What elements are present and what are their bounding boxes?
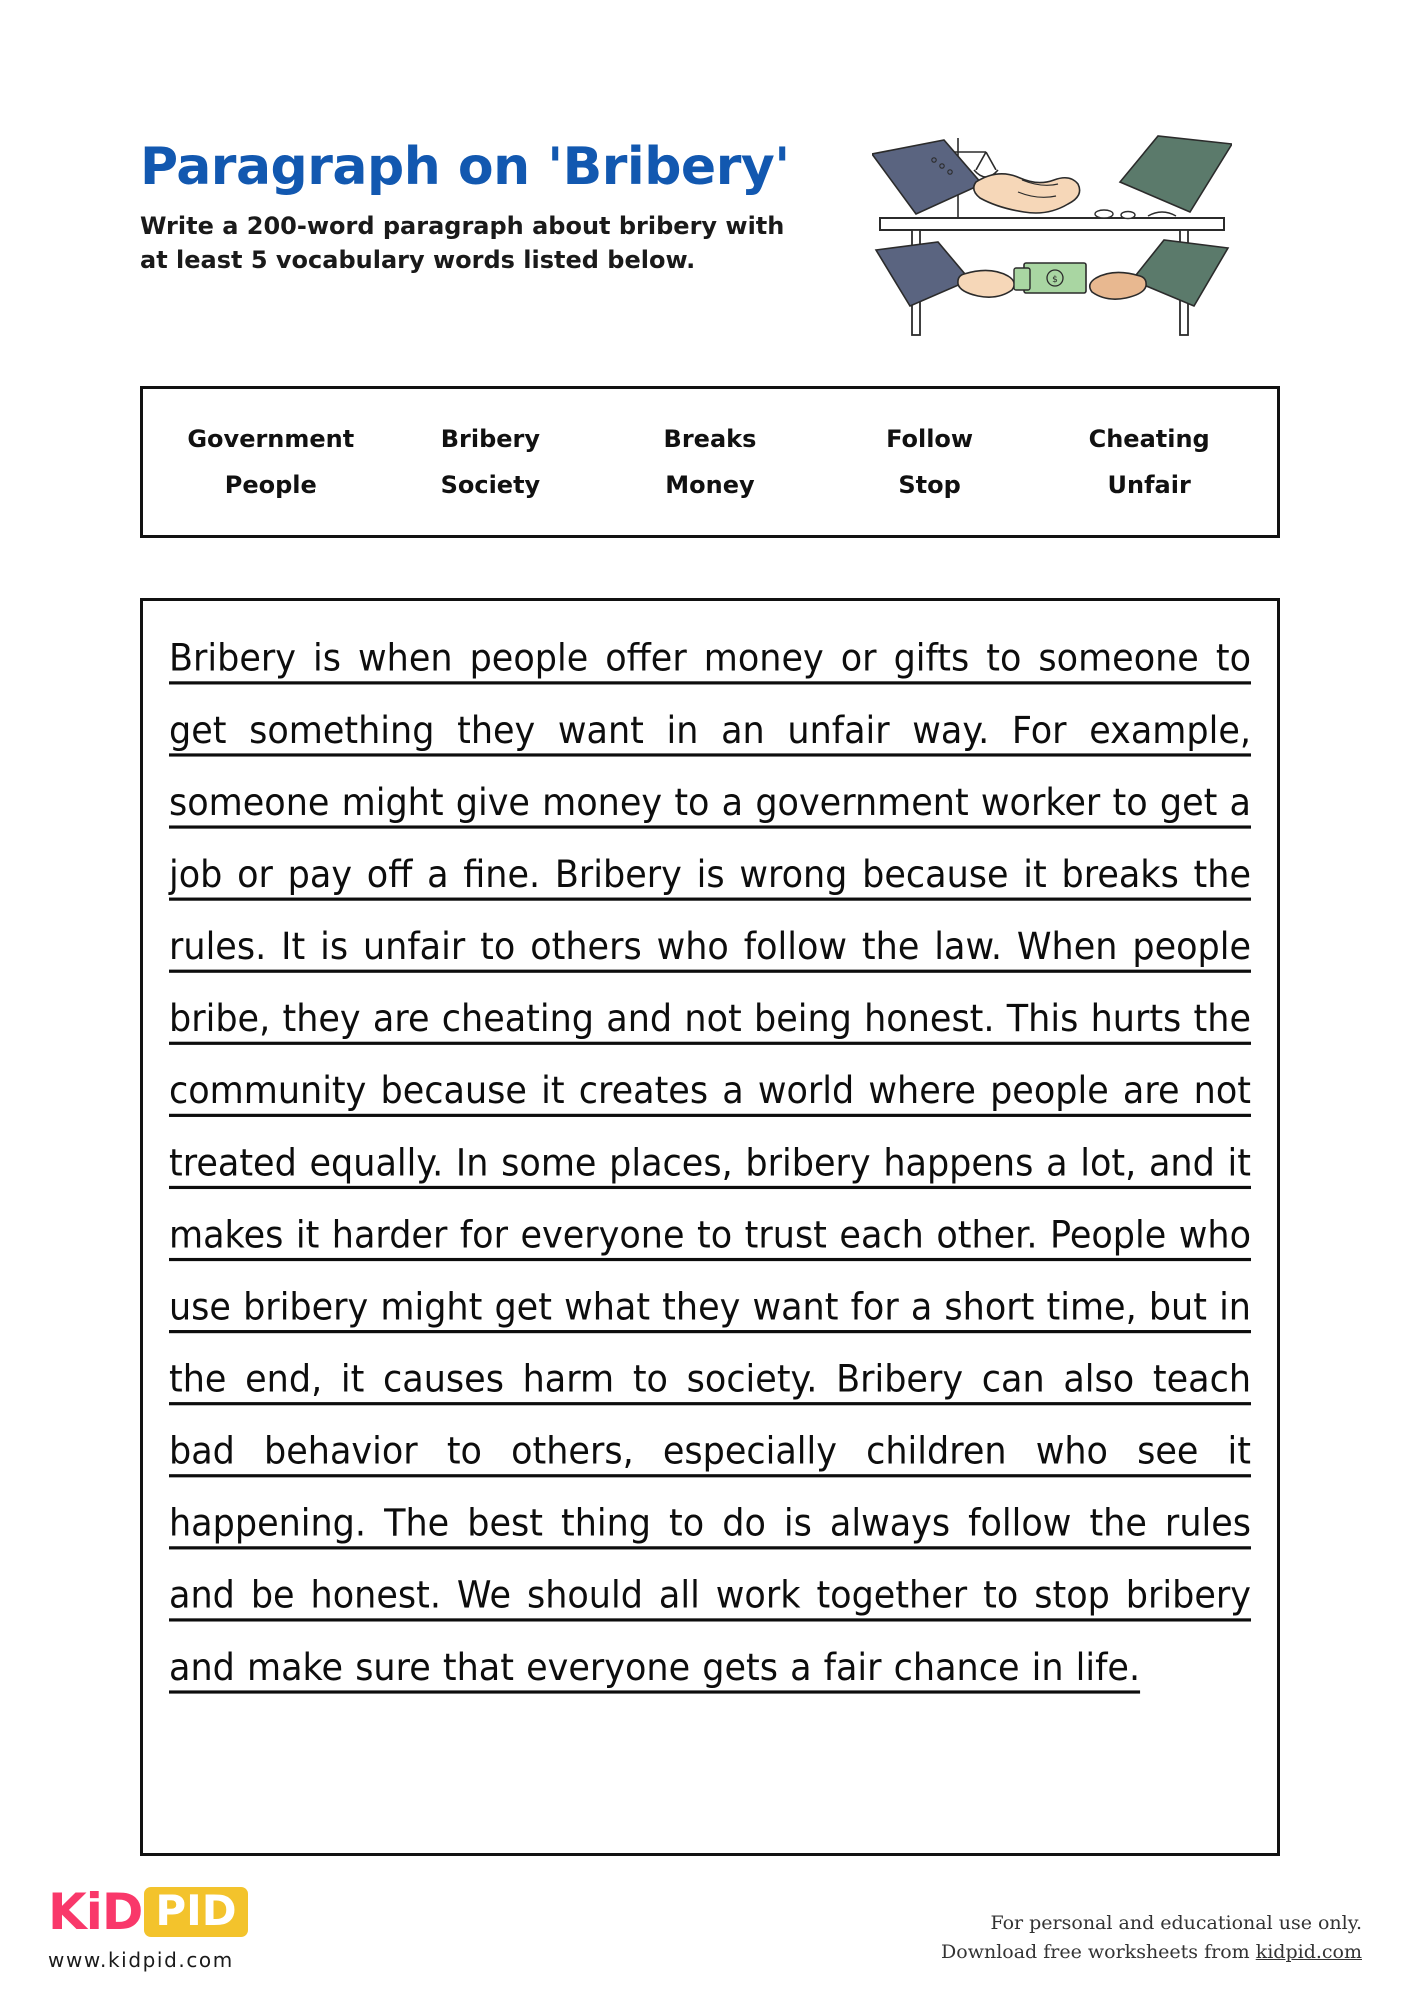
answer-box[interactable] [140,598,1280,1856]
vocabulary-box [140,386,1280,538]
vocabulary-word: Unfair [1107,471,1191,499]
footer-note [941,1909,1362,1966]
vocabulary-word: Money [665,471,755,499]
instructions-text: Write a 200-word paragraph about bribery with at least 5 vocabulary words listed below. [140,211,785,275]
vocabulary-word: Government [187,425,355,453]
logo-pid-text: PID [144,1887,247,1937]
logo-kid-text: KiD [48,1883,143,1941]
page-title: Paragraph on 'Bribery' [140,137,790,197]
vocabulary-word: Follow [886,425,974,453]
vocabulary-word: Bribery [440,425,541,453]
vocabulary-row [161,462,1259,508]
svg-text:$: $ [1052,275,1058,285]
footer-note-line2-prefix: Download free worksheets from [941,1940,1256,1963]
vocabulary-word: Stop [898,471,961,499]
vocabulary-word: Cheating [1088,425,1210,453]
vocabulary-word: Breaks [663,425,757,453]
vocabulary-row [161,416,1259,462]
worksheet-footer [0,1850,1414,2000]
answer-paragraph: Bribery is when people offer money or gifts to someone to get something they want in an unfair way. For example, someone might give money to a government worker to get a job or pay off a fine. Bribery is wrong because it breaks the rules. It is unfair to others who follow the law. When people bribe, they are cheating and not being honest. This hurts the community because it creates a world where people are not treated equally. In some places, bribery happens a lot, and it makes it harder for everyone to trust each other. People who use bribery might get what they want for a short time, but in the end, it causes harm to society. Bribery can also teach bad behavior to others, especially children who see it happening. The best thing to do is always follow the rules and be honest. We should all work together to stop bribery and make sure that everyone gets a fair chance in life. [169,637,1251,1690]
kidpid-link[interactable]: kidpid.com [1255,1940,1362,1963]
worksheet-header [140,137,1280,370]
handshake-bribe-illustration [872,130,1232,345]
logo-mark [48,1884,248,1940]
logo-url-text: www.kidpid.com [48,1948,234,1972]
vocabulary-word: Society [440,471,541,499]
footer-note-line1: For personal and educational use only. [990,1912,1362,1934]
vocabulary-word: People [224,471,317,499]
kidpid-logo [48,1884,248,1972]
footer-note-line2 [941,1938,1362,1967]
